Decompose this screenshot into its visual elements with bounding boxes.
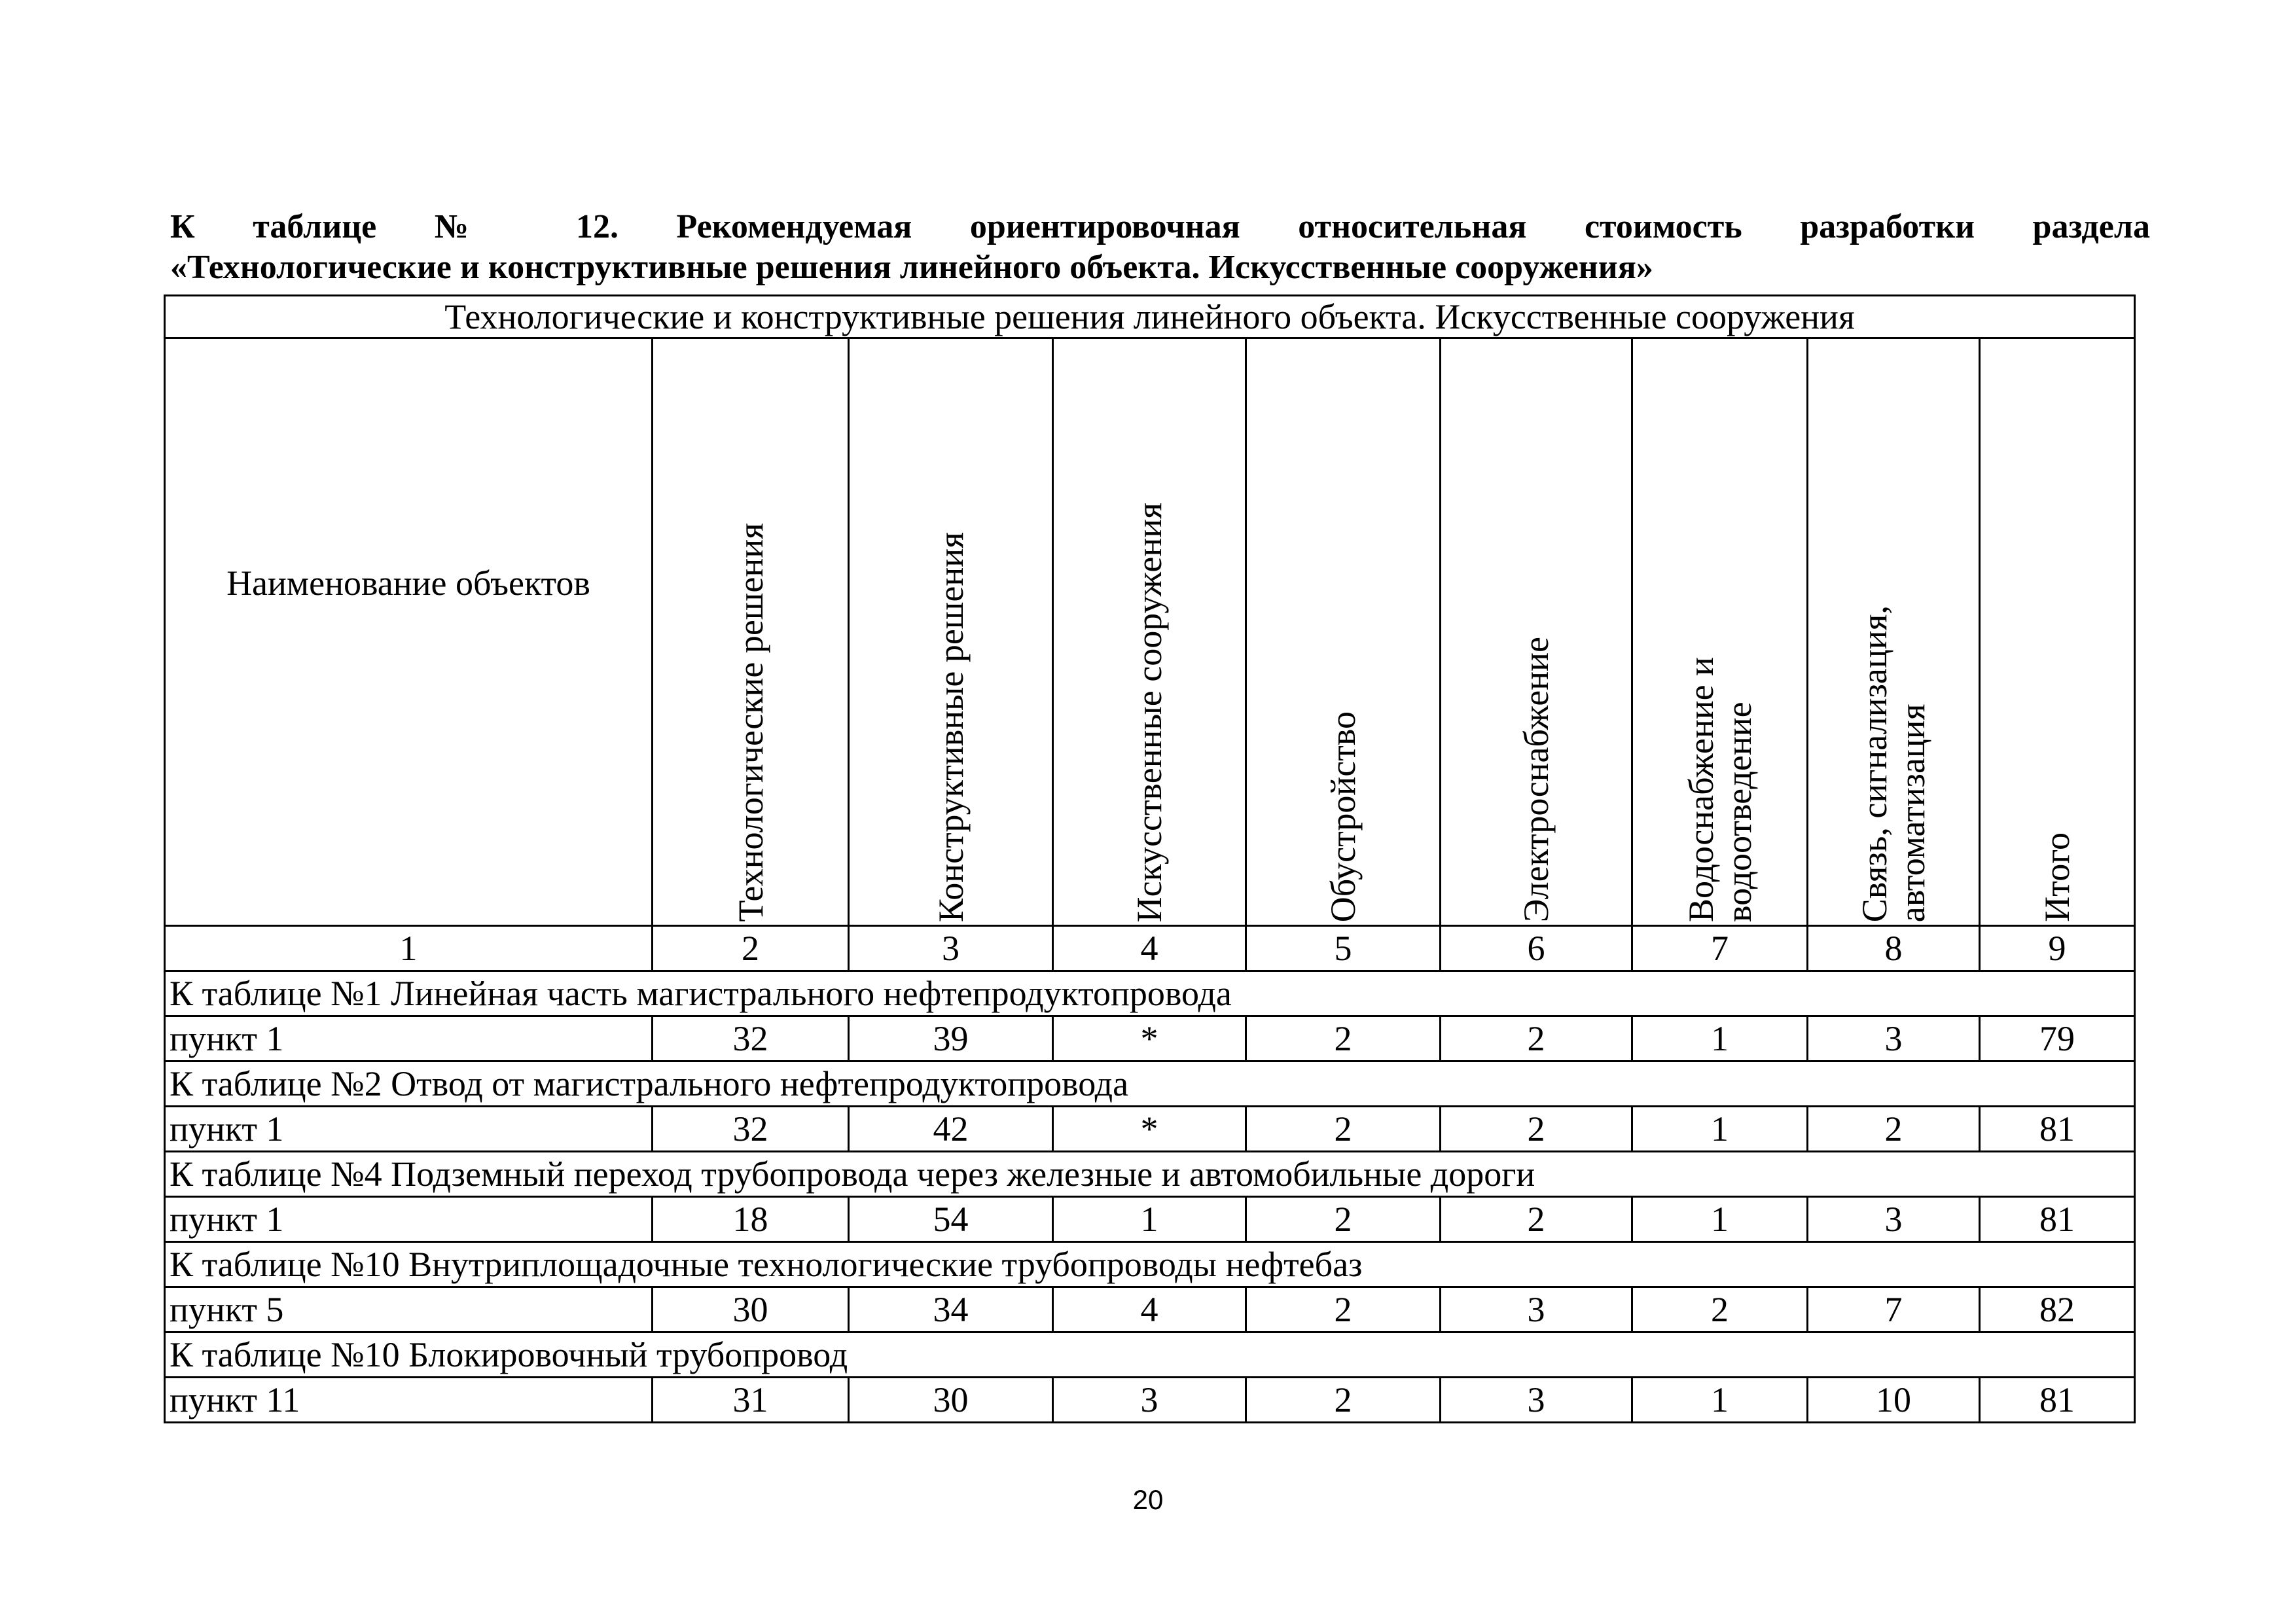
section-title: К таблице №2 Отвод от магистрального нефтепродуктопровода (165, 1061, 2135, 1107)
table-cell: 30 (849, 1378, 1053, 1423)
table-cell: 32 (653, 1107, 849, 1152)
table-cell-total: 79 (1980, 1016, 2135, 1061)
table-cell: 3 (1808, 1197, 1980, 1242)
column-number: 6 (1441, 926, 1632, 971)
column-header-label: Электроснабжение (1516, 636, 1556, 922)
table-cell: 2 (1808, 1107, 1980, 1152)
table-cell: 2 (1441, 1197, 1632, 1242)
table-row (165, 1378, 2135, 1423)
row-label: пункт 11 (165, 1378, 653, 1423)
column-header-structural-solutions (849, 338, 1053, 926)
table-cell: 1 (1632, 1107, 1808, 1152)
title-line-1: К таблице № 12. Рекомендуемая ориентировочная относительная стоимость разработки раздела (170, 208, 2150, 245)
table-row (165, 1016, 2135, 1061)
row-label: пункт 1 (165, 1016, 653, 1061)
row-label: пункт 5 (165, 1287, 653, 1332)
column-header-label: Обустройство (1323, 711, 1363, 922)
column-header-label: Связь, сигнализация, автоматизация (1855, 605, 1932, 922)
column-number: 7 (1632, 926, 1808, 971)
table-row (165, 1197, 2135, 1242)
table-cell-total: 81 (1980, 1197, 2135, 1242)
column-header-total (1980, 338, 2135, 926)
column-header-label: Искусственные сооружения (1130, 502, 1169, 922)
table-cell-total: 81 (1980, 1378, 2135, 1423)
table-cell: 2 (1246, 1016, 1441, 1061)
column-header-label: Технологические решения (730, 523, 770, 922)
title-line-2: «Технологические и конструктивные решения линейного объекта. Искусственные сооружения» (170, 249, 1653, 286)
table-caption: Технологические и конструктивные решения линейного объекта. Искусственные сооружения (165, 296, 2135, 338)
column-header-power-supply (1441, 338, 1632, 926)
table-cell: 2 (1632, 1287, 1808, 1332)
column-number: 1 (165, 926, 653, 971)
table-cell: 54 (849, 1197, 1053, 1242)
table-cell: 3 (1441, 1287, 1632, 1332)
row-label: пункт 1 (165, 1107, 653, 1152)
column-header-name: Наименование объектов (165, 338, 653, 926)
column-number: 3 (849, 926, 1053, 971)
section-title: К таблице №4 Подземный переход трубопровода через железные и автомобильные дороги (165, 1152, 2135, 1197)
table-cell: 18 (653, 1197, 849, 1242)
table-cell: 1 (1632, 1378, 1808, 1423)
table-cell: 4 (1053, 1287, 1246, 1332)
table-cell: 32 (653, 1016, 849, 1061)
table-cell: 2 (1246, 1287, 1441, 1332)
table-cell: 31 (653, 1378, 849, 1423)
table-cell: 3 (1053, 1378, 1246, 1423)
column-number: 4 (1053, 926, 1246, 971)
section-title: К таблице №1 Линейная часть магистрального нефтепродуктопровода (165, 971, 2135, 1016)
table-cell: 30 (653, 1287, 849, 1332)
cost-table (164, 294, 2136, 1423)
page-number: 20 (1132, 1484, 1164, 1515)
document-title (170, 207, 2150, 288)
table-row (165, 1287, 2135, 1332)
table-cell: 2 (1246, 1197, 1441, 1242)
table-cell: 7 (1808, 1287, 1980, 1332)
column-header-artificial-structures (1053, 338, 1246, 926)
column-header-tech-solutions (653, 338, 849, 926)
table-cell-total: 81 (1980, 1107, 2135, 1152)
table-cell: 10 (1808, 1378, 1980, 1423)
section-title: К таблице №10 Внутриплощадочные технологические трубопроводы нефтебаз (165, 1242, 2135, 1287)
table-cell: 3 (1808, 1016, 1980, 1061)
table-cell: 2 (1246, 1107, 1441, 1152)
column-header-label: Конструктивные решения (931, 531, 971, 922)
column-header-water-supply (1632, 338, 1808, 926)
column-number-row (165, 926, 2135, 971)
table-cell: 2 (1441, 1107, 1632, 1152)
table-row (165, 1107, 2135, 1152)
table-cell: * (1053, 1016, 1246, 1061)
table-cell: * (1053, 1107, 1246, 1152)
section-title: К таблице №10 Блокировочный трубопровод (165, 1332, 2135, 1378)
table-cell: 3 (1441, 1378, 1632, 1423)
table-cell: 2 (1246, 1378, 1441, 1423)
table-cell: 2 (1441, 1016, 1632, 1061)
table-cell: 1 (1632, 1016, 1808, 1061)
column-number: 8 (1808, 926, 1980, 971)
column-number: 9 (1980, 926, 2135, 971)
column-number: 5 (1246, 926, 1441, 971)
table-cell: 42 (849, 1107, 1053, 1152)
column-header-communication (1808, 338, 1980, 926)
table-cell-total: 82 (1980, 1287, 2135, 1332)
column-header-label: Итого (2037, 832, 2077, 922)
row-label: пункт 1 (165, 1197, 653, 1242)
column-number: 2 (653, 926, 849, 971)
table-cell: 1 (1053, 1197, 1246, 1242)
column-header-arrangement (1246, 338, 1441, 926)
table-cell: 39 (849, 1016, 1053, 1061)
column-header-label: Водоснабжение и водоотведение (1681, 657, 1759, 922)
table-cell: 1 (1632, 1197, 1808, 1242)
table-cell: 34 (849, 1287, 1053, 1332)
